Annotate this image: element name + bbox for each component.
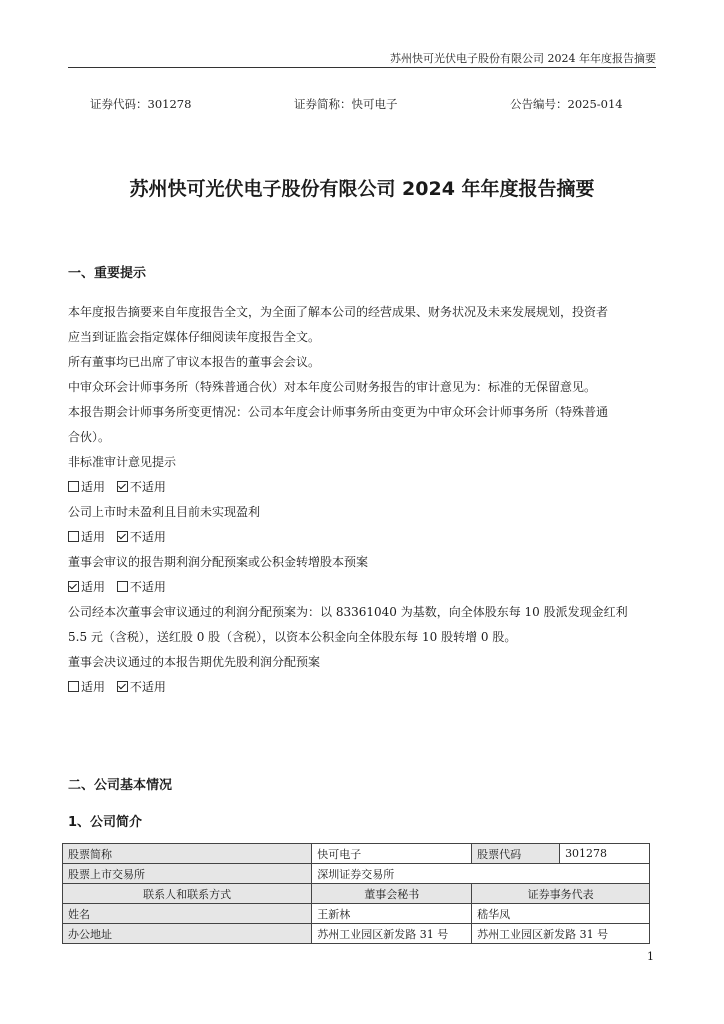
paragraph-line: 本年度报告摘要来自年度报告全文，为全面了解本公司的经营成果、财务状况及未来发展规划，投资者 bbox=[68, 305, 609, 319]
apply-checkbox[interactable] bbox=[68, 481, 79, 492]
table-row bbox=[63, 904, 650, 924]
not-apply-label: 不适用 bbox=[129, 580, 166, 594]
secretary-address-cell: 苏州工业园区新发路 31 号 bbox=[312, 924, 472, 944]
table-row bbox=[63, 844, 650, 864]
apply-checkbox[interactable] bbox=[68, 581, 79, 592]
table-row bbox=[63, 924, 650, 944]
unprofitable-label: 公司上市时未盈利且目前未实现盈利 bbox=[68, 505, 261, 519]
paragraph-line: 所有董事均已出席了审议本报告的董事会会议。 bbox=[68, 355, 321, 369]
header-rule bbox=[68, 67, 656, 68]
address-label-cell: 办公地址 bbox=[63, 924, 312, 944]
apply-checkbox[interactable] bbox=[68, 531, 79, 542]
apply-label: 适用 bbox=[81, 530, 106, 544]
name-label-cell: 姓名 bbox=[63, 904, 312, 924]
profit-plan-label: 董事会审议的报告期利润分配预案或公积金转增股本预案 bbox=[68, 555, 369, 569]
preferred-dividend-label: 董事会决议通过的本报告期优先股利润分配预案 bbox=[68, 655, 321, 669]
rep-address-cell: 苏州工业园区新发路 31 号 bbox=[472, 924, 650, 944]
paragraph-line: 公司经本次董事会审议通过的利润分配预案为：以 83361040 为基数，向全体股东每 10 股派发现金红利 bbox=[68, 605, 628, 619]
notice-number-meta: 公告编号：2025-014 bbox=[510, 97, 623, 111]
checkbox-row-unprofitable bbox=[68, 525, 654, 550]
stock-code-cell: 301278 bbox=[560, 844, 650, 864]
checkbox-row-nonstandard bbox=[68, 475, 654, 500]
paragraph-line: 本报告期会计师事务所变更情况：公司本年度会计师事务所由变更为中审众环会计师事务所（特殊普通 bbox=[68, 405, 609, 419]
apply-label: 适用 bbox=[81, 480, 106, 494]
stock-short-name-meta: 证券简称：快可电子 bbox=[294, 97, 398, 111]
exchange-label-cell: 股票上市交易所 bbox=[63, 864, 312, 884]
checkbox-row-preferred bbox=[68, 675, 654, 700]
apply-checkbox[interactable] bbox=[68, 681, 79, 692]
rep-header-cell: 证券事务代表 bbox=[472, 884, 650, 904]
section-heading-important-notes: 一、重要提示 bbox=[68, 266, 147, 281]
paragraph-line: 应当到证监会指定媒体仔细阅读年度报告全文。 bbox=[68, 330, 321, 344]
secretary-header-cell: 董事会秘书 bbox=[312, 884, 472, 904]
page-number: 1 bbox=[647, 950, 654, 963]
not-apply-checkbox[interactable] bbox=[117, 581, 128, 592]
not-apply-checkbox[interactable] bbox=[117, 681, 128, 692]
not-apply-checkbox[interactable] bbox=[117, 531, 128, 542]
apply-label: 适用 bbox=[81, 680, 106, 694]
section-heading-company-basics: 二、公司基本情况 bbox=[68, 778, 173, 793]
stock-name-cell: 快可电子 bbox=[312, 844, 472, 864]
document-title: 苏州快可光伏电子股份有限公司 2024 年年度报告摘要 bbox=[129, 178, 595, 200]
not-apply-checkbox[interactable] bbox=[117, 481, 128, 492]
table-row bbox=[63, 884, 650, 904]
table-row bbox=[63, 864, 650, 884]
not-apply-label: 不适用 bbox=[129, 480, 166, 494]
important-notes-body bbox=[68, 300, 654, 700]
nonstandard-audit-label: 非标准审计意见提示 bbox=[68, 455, 177, 469]
not-apply-label: 不适用 bbox=[129, 530, 166, 544]
contact-header-cell: 联系人和联系方式 bbox=[63, 884, 312, 904]
stock-code-meta: 证券代码：301278 bbox=[90, 97, 192, 111]
secretary-name-cell: 王新林 bbox=[312, 904, 472, 924]
paragraph-line: 5.5 元（含税），送红股 0 股（含税），以资本公积金向全体股东每 10 股转增 0 股。 bbox=[68, 630, 517, 644]
subsection-heading-company-profile: 1、公司简介 bbox=[68, 815, 143, 830]
apply-label: 适用 bbox=[81, 580, 106, 594]
stock-code-label-cell: 股票代码 bbox=[472, 844, 560, 864]
stock-name-label-cell: 股票简称 bbox=[63, 844, 312, 864]
company-profile-table bbox=[62, 843, 650, 944]
checkbox-row-profit-plan bbox=[68, 575, 654, 600]
paragraph-line: 中审众环会计师事务所（特殊普通合伙）对本年度公司财务报告的审计意见为：标准的无保留意见。 bbox=[68, 380, 597, 394]
running-header: 苏州快可光伏电子股份有限公司 2024 年年度报告摘要 bbox=[390, 52, 656, 65]
not-apply-label: 不适用 bbox=[129, 680, 166, 694]
paragraph-line: 合伙）。 bbox=[68, 430, 111, 444]
exchange-cell: 深圳证券交易所 bbox=[312, 864, 650, 884]
rep-name-cell: 嵇华凤 bbox=[472, 904, 650, 924]
